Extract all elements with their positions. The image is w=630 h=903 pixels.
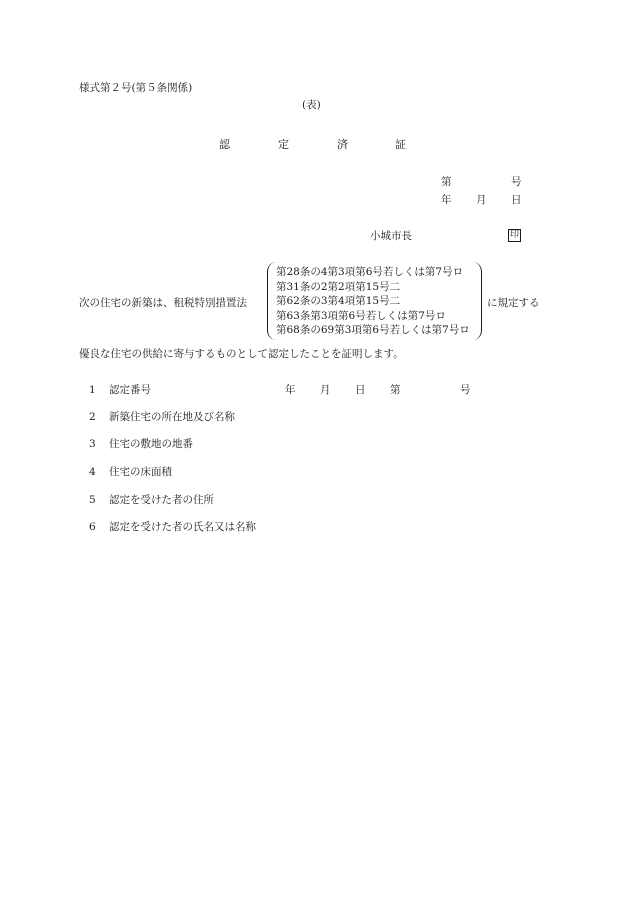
item-number: 5	[89, 494, 96, 506]
title-char: 定	[278, 138, 289, 151]
item-label: 新築住宅の所在地及び名称	[109, 411, 235, 423]
item1-number-suffix: 号	[460, 384, 471, 396]
item-number: 1	[89, 384, 96, 396]
item-number: 3	[89, 438, 96, 450]
provision-item: 第28条の4第3項第6号若しくは第7号ロ	[276, 266, 464, 278]
issuer-name: 小城市長	[370, 230, 412, 242]
item1-number-prefix: 第	[390, 384, 401, 396]
list-item	[89, 385, 151, 396]
number-suffix: 号	[511, 176, 522, 188]
item-label: 認定を受けた者の住所	[109, 494, 214, 506]
item1-month: 月	[320, 384, 331, 396]
provision-item: 第63条第3項第6号若しくは第7号ロ	[276, 309, 446, 322]
date-day: 日	[511, 194, 522, 206]
list-item	[89, 467, 172, 478]
item-label: 住宅の床面積	[109, 466, 172, 478]
title-char: 証	[395, 138, 406, 151]
provision-item: 第62条の3第4項第15号二	[276, 295, 401, 307]
body-line1-suffix: に規定する	[487, 297, 540, 309]
number-prefix: 第	[441, 176, 452, 188]
body-line1-prefix: 次の住宅の新築は、租税特別措置法	[79, 297, 247, 309]
item1-year: 年	[285, 384, 296, 396]
provision-item: 第68条の69第3項第6号若しくは第7号ロ	[276, 324, 470, 336]
item-label: 住宅の敷地の地番	[109, 438, 193, 450]
body-line2: 優良な住宅の供給に寄与するものとして認定したことを証明します。	[79, 348, 404, 360]
date-year: 年	[441, 194, 452, 206]
item-number: 4	[89, 466, 96, 478]
list-item	[89, 495, 214, 506]
provision-item: 第31条の2第2項第15号二	[276, 280, 401, 293]
item-number: 6	[89, 521, 96, 533]
title-char: 済	[337, 138, 348, 151]
seal-mark: 印	[510, 230, 520, 240]
title-char: 認	[219, 138, 230, 151]
list-item	[89, 439, 193, 450]
seal-box	[508, 229, 521, 242]
item1-day: 日	[355, 384, 366, 396]
form-label: 様式第２号(第５条関係)	[79, 82, 193, 94]
list-item	[89, 522, 256, 533]
provision-list	[276, 265, 470, 338]
item-label: 認定番号	[109, 384, 151, 396]
list-item	[89, 412, 235, 423]
item-number: 2	[89, 411, 96, 423]
side-label: (表)	[302, 99, 321, 111]
date-month: 月	[476, 194, 487, 206]
item-label: 認定を受けた者の氏名又は名称	[109, 521, 256, 533]
